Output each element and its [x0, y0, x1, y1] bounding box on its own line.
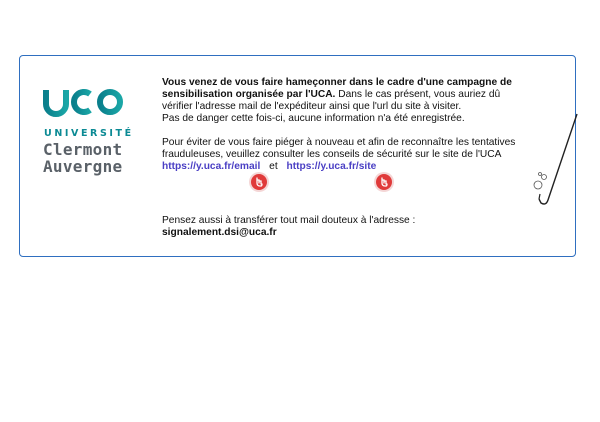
logo-auvergne: Auvergne — [43, 157, 123, 176]
message-headline: Vous venez de vous faire hameçonner dans le cadre d'une campagne de sensibilisation organisée par l'UCA. — [162, 77, 512, 100]
message-paragraph-3 — [162, 215, 492, 239]
fish-hook-icon — [530, 112, 578, 212]
message-no-danger: Pas de danger cette fois-ci, aucune information n'a été enregistrée. — [162, 113, 465, 124]
hand-pointer-icon[interactable] — [251, 174, 267, 190]
logo-clermont: Clermont — [43, 140, 123, 159]
email-advice-link[interactable]: https://y.uca.fr/email — [162, 161, 261, 172]
site-advice-link[interactable]: https://y.uca.fr/site — [286, 161, 377, 172]
message-explanation: Dans le cas présent, vous auriez dû vérifier l'adresse mail de l'expéditeur ainsi que l'url du site à visiter. — [162, 89, 501, 112]
hand-pointer-icon[interactable] — [376, 174, 392, 190]
message-paragraph-1 — [162, 77, 527, 113]
report-email-address: signalement.dsi@uca.fr — [162, 227, 277, 238]
uca-logo — [42, 84, 134, 178]
and-label: et — [269, 161, 278, 172]
message-paragraph-2 — [162, 137, 527, 173]
forward-instruction: Pensez aussi à transférer tout mail douteux à l'adresse : — [162, 215, 416, 226]
message-body — [162, 77, 527, 238]
logo-universite: UNIVERSITÉ — [44, 128, 134, 139]
uca-logo-mark — [42, 84, 132, 120]
phishing-awareness-card — [19, 55, 576, 257]
message-advice: Pour éviter de vous faire piéger à nouveau et afin de reconnaître les tentatives frauduleuses, veuillez consulter les conseils de sécurité sur le site de l'UCA — [162, 137, 516, 160]
